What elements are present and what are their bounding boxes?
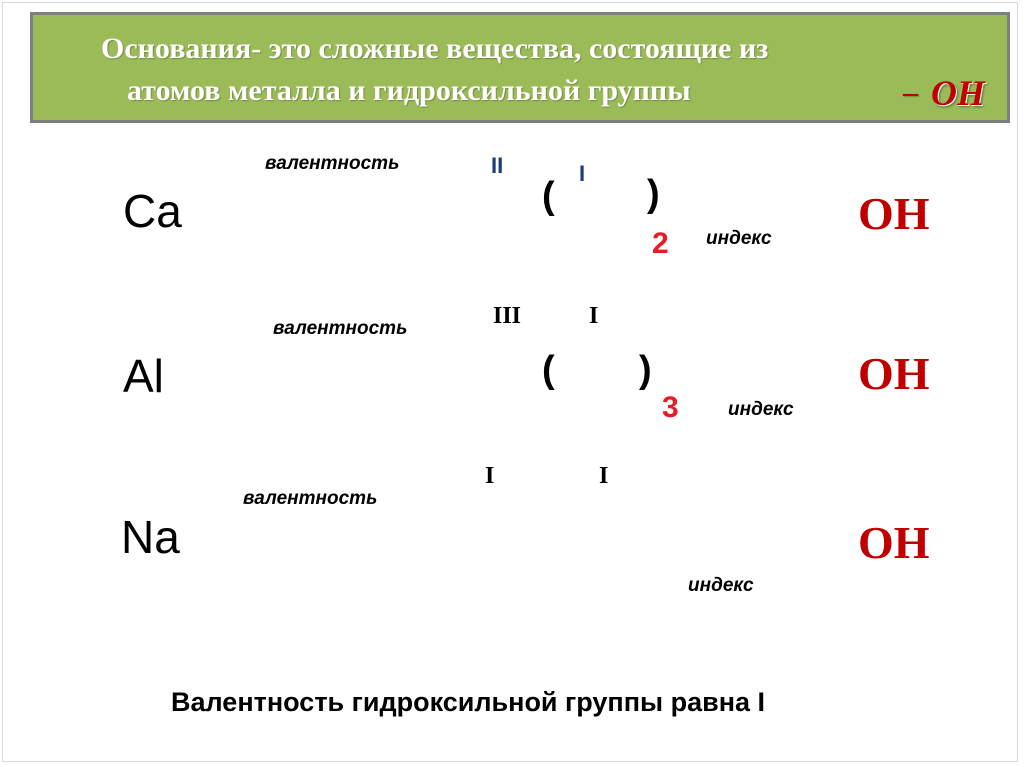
element-al: Al: [123, 350, 164, 402]
index-ca: 2: [652, 227, 669, 260]
oh-valence-na: I: [599, 463, 609, 489]
footer-statement: Валентность гидроксильной группы равна I: [171, 687, 766, 717]
valence-label-al: валентность: [273, 318, 408, 339]
index-label-na: индекс: [688, 575, 754, 596]
element-na: Na: [121, 511, 180, 563]
slide: [2, 2, 1018, 762]
paren-close-ca: ): [647, 173, 660, 215]
title-line-1: Основания- это сложные вещества, состоящие из: [101, 32, 769, 65]
oh-group-al: OH: [858, 348, 930, 399]
paren-open-al: (: [542, 349, 555, 391]
metal-valence-al: III: [493, 303, 522, 329]
title-box: [30, 12, 1010, 123]
metal-valence-ca: II: [491, 153, 504, 178]
element-ca: Ca: [123, 185, 182, 237]
metal-valence-na: I: [485, 463, 495, 489]
title-oh: OH: [931, 73, 985, 113]
index-label-al: индекс: [728, 399, 794, 420]
index-label-ca: индекс: [706, 228, 772, 249]
oh-group-ca: OH: [858, 188, 930, 239]
paren-close-al: ): [639, 349, 652, 391]
title-dash: –: [903, 76, 918, 109]
valence-label-ca: валентность: [265, 153, 400, 174]
oh-group-na: OH: [858, 517, 930, 568]
valence-label-na: валентность: [243, 488, 378, 509]
index-al: 3: [662, 391, 679, 424]
oh-valence-ca: I: [579, 161, 586, 186]
title-line-2: атомов металла и гидроксильной группы: [127, 74, 691, 107]
paren-open-ca: (: [542, 175, 555, 217]
oh-valence-al: I: [589, 303, 599, 329]
